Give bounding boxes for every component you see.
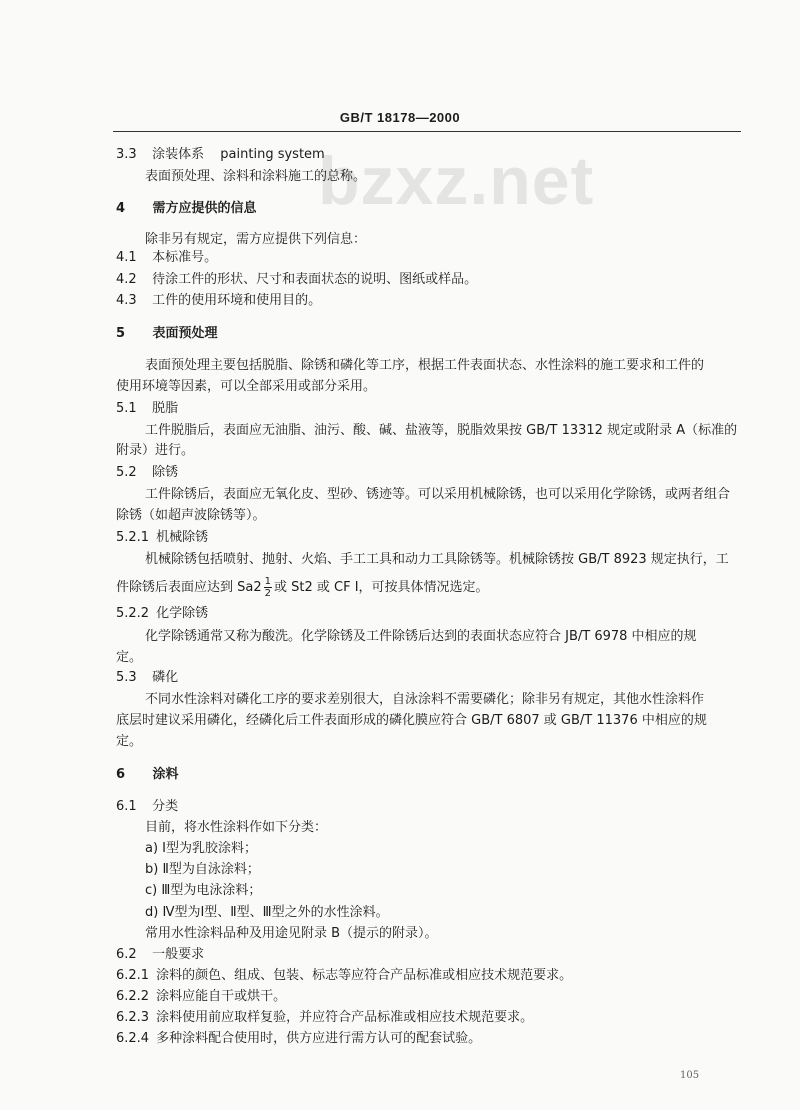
- item-number: 6.2.3: [116, 1010, 150, 1025]
- section-6-1-heading: [116, 797, 178, 817]
- item-number: 4.1: [116, 250, 137, 265]
- section-title: 脱脂: [152, 401, 179, 416]
- section-number: 5.1: [116, 401, 137, 416]
- section-title: 机械除锈: [156, 530, 209, 545]
- section-title: 需方应提供的信息: [152, 201, 257, 216]
- paragraph: 除非另有规定，需方应提供下列信息：: [145, 232, 367, 247]
- item-text: 涂料应能自干或烘干。: [156, 989, 287, 1004]
- list-item: [116, 291, 321, 311]
- paragraph: 常用水性涂料品种及用途见附录 B（提示的附录）。: [145, 926, 438, 941]
- section-5-heading: [116, 324, 218, 344]
- section-number: 6: [116, 767, 126, 782]
- list-item: a) Ⅰ型为乳胶涂料；: [145, 841, 258, 856]
- section-title: 分类: [152, 799, 179, 814]
- item-number: 6.2.4: [116, 1031, 150, 1046]
- section-5-2-1-heading: [116, 528, 208, 548]
- section-number: 5.2.1: [116, 530, 150, 545]
- list-item: [116, 966, 572, 986]
- paragraph: 定。: [116, 650, 143, 665]
- page-number: 105: [680, 1070, 700, 1081]
- text: 件除锈后表面应达到 Sa2: [116, 580, 262, 595]
- section-6-heading: [116, 765, 179, 785]
- item-text: 本标准号。: [152, 250, 218, 265]
- paragraph: 机械除锈包括喷射、抛射、火焰、手工工具和动力工具除锈等。机械除锈按 GB/T 8923 规定执行，工: [145, 552, 729, 567]
- item-number: 4.2: [116, 272, 137, 287]
- paragraph: 底层时建议采用磷化，经磷化后工件表面形成的磷化膜应符合 GB/T 6807 或 GB/T 11376 中相应的规: [116, 713, 707, 728]
- section-number: 4: [116, 201, 126, 216]
- paragraph: 目前，将水性涂料作如下分类：: [145, 820, 328, 835]
- section-3-3-heading: [116, 145, 325, 165]
- paragraph: 附录）进行。: [116, 443, 195, 458]
- paragraph: 不同水性涂料对磷化工序的要求差别很大，自泳涂料不需要磷化；除非另有规定，其他水性涂料作: [145, 692, 705, 707]
- paragraph: 除锈（如超声波除锈等）。: [116, 508, 266, 523]
- section-number: 5.2: [116, 465, 137, 480]
- list-item: d) Ⅳ型为Ⅰ型、Ⅱ型、Ⅲ型之外的水性涂料。: [145, 905, 389, 920]
- fraction-denominator: 2: [264, 588, 271, 599]
- paragraph: 定。: [116, 734, 143, 749]
- section-5-1-heading: [116, 399, 178, 419]
- section-number: 5: [116, 326, 126, 341]
- paragraph: 表面预处理、涂料和涂料施工的总称。: [145, 169, 367, 184]
- paragraph: 工件除锈后，表面应无氧化皮、型砂、锈迹等。可以采用机械除锈，也可以采用化学除锈，或两者组合: [145, 487, 731, 502]
- list-item: [116, 987, 286, 1007]
- text: 或 St2 或 CF Ⅰ，可按具体情况选定。: [274, 580, 489, 595]
- item-text: 涂料使用前应取样复验，并应符合产品标准或相应技术规范要求。: [156, 1010, 534, 1025]
- section-title: 化学除锈: [156, 606, 209, 621]
- list-item: b) Ⅱ型为自泳涂料；: [145, 862, 260, 877]
- item-number: 6.2.1: [116, 968, 150, 983]
- paragraph: 使用环境等因素，可以全部采用或部分采用。: [116, 379, 377, 394]
- section-title: 磷化: [152, 670, 179, 685]
- item-text: 工件的使用环境和使用目的。: [152, 293, 322, 308]
- section-title: 除锈: [152, 465, 179, 480]
- paragraph: 工件脱脂后，表面应无油脂、油污、酸、碱、盐液等，脱脂效果按 GB/T 13312 规定或附录 A（标准的: [145, 423, 738, 438]
- section-number: 5.3: [116, 670, 137, 685]
- section-title: 涂装体系: [152, 147, 205, 162]
- section-title-en: painting system: [220, 147, 325, 162]
- section-title: 表面预处理: [152, 326, 218, 341]
- item-number: 4.3: [116, 293, 137, 308]
- paragraph: 化学除锈通常又称为酸洗。化学除锈及工件除锈后达到的表面状态应符合 JB/T 6978 中相应的规: [145, 629, 697, 644]
- paragraph-with-fraction: [116, 575, 489, 601]
- paragraph: 表面预处理主要包括脱脂、除锈和磷化等工序，根据工件表面状态、水性涂料的施工要求和工件的: [145, 358, 705, 373]
- section-4-heading: [116, 199, 257, 219]
- list-item: c) Ⅲ型为电泳涂料；: [145, 883, 262, 898]
- watermark: bzxz.net: [318, 143, 595, 219]
- section-number: 5.2.2: [116, 606, 150, 621]
- section-title: 涂料: [152, 767, 179, 782]
- section-title: 一般要求: [152, 947, 205, 962]
- standard-header: GB/T 18178—2000: [339, 110, 461, 125]
- section-number: 6.1: [116, 799, 137, 814]
- list-item: [116, 248, 217, 268]
- item-text: 待涂工件的形状、尺寸和表面状态的说明、图纸或样品。: [152, 272, 478, 287]
- item-text: 涂料的颜色、组成、包装、标志等应符合产品标准或相应技术规范要求。: [156, 968, 573, 983]
- section-5-2-2-heading: [116, 604, 208, 624]
- item-text: 多种涂料配合使用时，供方应进行需方认可的配套试验。: [156, 1031, 482, 1046]
- section-number: 3.3: [116, 147, 137, 162]
- list-item: [116, 1029, 481, 1049]
- section-number: 6.2: [116, 947, 137, 962]
- fraction-numerator: 1: [264, 576, 271, 587]
- section-5-2-heading: [116, 463, 178, 483]
- header-rule: [113, 131, 741, 132]
- section-5-3-heading: [116, 668, 178, 688]
- item-number: 6.2.2: [116, 989, 150, 1004]
- list-item: [116, 270, 477, 290]
- fraction: [264, 576, 272, 599]
- list-item: [116, 1008, 533, 1028]
- section-6-2-heading: [116, 945, 204, 965]
